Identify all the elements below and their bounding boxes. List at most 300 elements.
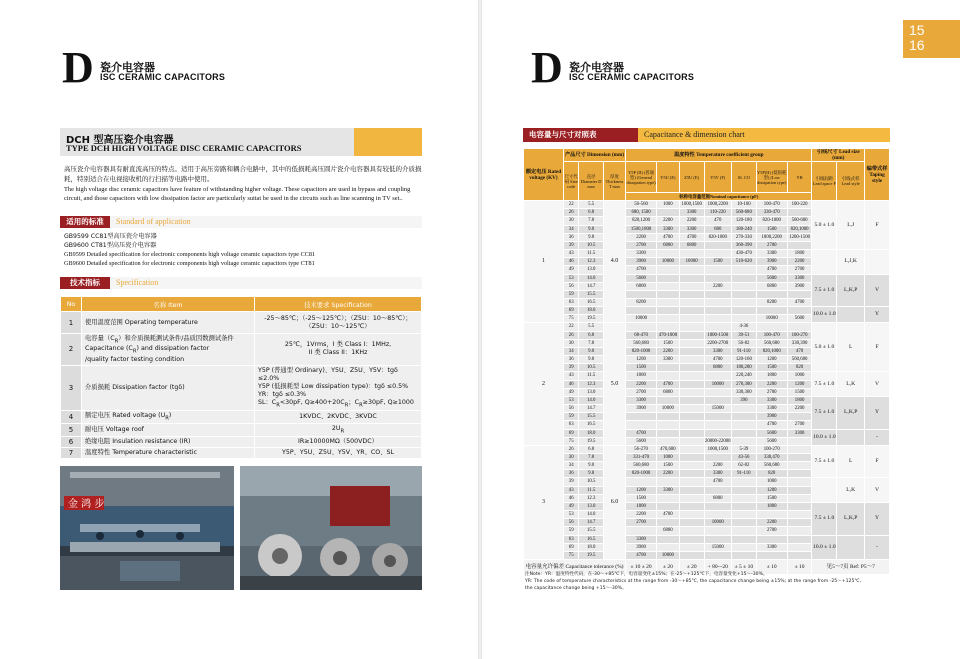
cap-row: [524, 250, 890, 258]
diameter-cell: 5.5: [579, 201, 603, 209]
diameter-cell: 5.5: [579, 323, 603, 331]
capacitance-cell: [679, 551, 704, 559]
capacitance-cell: [704, 323, 731, 331]
h-rated: 额定电压 Rated voltage (KV): [524, 149, 564, 201]
capacitance-cell: [657, 209, 680, 217]
capacitance-cell: 1000,1500: [704, 445, 731, 453]
capacitance-cell: 820-1000: [626, 470, 657, 478]
subscript: R: [276, 401, 280, 408]
cap-row: [524, 429, 890, 437]
capacitance-cell: [787, 462, 812, 470]
capacitance-cell: 1200-1500: [789, 234, 810, 240]
capacitance-cell: 1500: [626, 494, 657, 502]
diameter-cell: 12.3: [579, 258, 603, 266]
diameter-cell: 9.0: [579, 225, 603, 233]
capacitance-cell: [731, 429, 756, 437]
capacitance-cell: [679, 445, 704, 453]
right-header-cn: 瓷介电容器: [569, 61, 624, 74]
spec-value: 1KVDC、2KVDC、3KVDC: [255, 410, 422, 423]
capacitance-cell: [731, 535, 756, 543]
lead-style-cell: L,J,K: [837, 250, 865, 274]
cap-row: [524, 307, 890, 315]
diameter-cell: 9.8: [579, 356, 603, 364]
capacitance-cell: 4700: [679, 233, 704, 241]
capacitance-cell: [704, 307, 731, 315]
capacitance-cell: [657, 429, 680, 437]
capacitance-cell: 2700: [787, 421, 812, 429]
capacitance-cell: [704, 315, 731, 323]
capacitance-cell: [657, 364, 680, 372]
spec-no: 7: [61, 448, 82, 459]
capacitance-cell: [657, 250, 680, 258]
capacitance-cell: 2700: [756, 241, 787, 249]
tol-sl: ± 5 ± 10: [731, 560, 756, 575]
h-style: 引线式样 Lead style: [837, 162, 865, 201]
tol-y5u: ± 20: [657, 560, 680, 575]
standard-line: GB9599 Detailed specification for electronic components high voltage ceramic capacitors type CC81: [64, 251, 316, 258]
capacitance-cell: 820,1200: [626, 217, 657, 225]
capacitance-cell: 4700: [756, 421, 787, 429]
capacitance-cell: [657, 421, 680, 429]
capacitance-cell: [626, 307, 657, 315]
capacitance-cell: [679, 356, 704, 364]
product-title-en: TYPE DCH HIGH VOLTAGE DISC CERAMIC CAPACITORS: [66, 143, 302, 153]
capacitance-cell: [704, 551, 731, 559]
capacitance-cell: [657, 437, 680, 445]
capacitance-cell: 3300: [704, 347, 731, 355]
capacitance-cell: [679, 405, 704, 413]
capacitance-cell: [704, 290, 731, 298]
subscript: R: [165, 415, 169, 421]
size-code-cell: 39: [563, 364, 579, 372]
spec-no: 4: [61, 410, 82, 423]
tol-ref: 见5～7页 Ref: P5～7: [812, 560, 890, 575]
spec-no: 1: [61, 312, 82, 334]
diameter-cell: 6.8: [579, 209, 603, 217]
capacitance-cell: 1500: [657, 339, 680, 347]
capacitance-cell: [704, 486, 731, 494]
capacitance-cell: 1800: [756, 502, 787, 510]
note-line: the capacitance change being +15～-30%。: [525, 586, 627, 592]
capacitance-cell: 56-82: [731, 339, 756, 347]
capacitance-cell: [787, 527, 812, 535]
h-z5u: Z5U (E): [679, 162, 704, 193]
left-header-en: ISC CERAMIC CAPACITORS: [100, 72, 226, 82]
cap-row: [524, 535, 890, 543]
capacitance-cell: 330-470: [756, 209, 787, 217]
capacitance-cell: 5-39: [731, 445, 756, 453]
diameter-cell: 7.8: [579, 339, 603, 347]
capacitance-cell: [731, 405, 756, 413]
thickness-cell: 4.0: [603, 201, 625, 323]
capacitance-cell: [704, 241, 731, 249]
size-code-cell: 69: [563, 307, 579, 315]
capacitance-cell: [731, 413, 756, 421]
table-notes: [525, 571, 890, 593]
capacitance-cell: 6800: [657, 527, 680, 535]
capacitance-cell: 2200: [626, 380, 657, 388]
capacitance-cell: 1000: [657, 453, 680, 461]
capacitance-cell: 3300: [679, 225, 704, 233]
capacitance-cell: [679, 307, 704, 315]
capacitance-cell: [731, 527, 756, 535]
size-code-cell: 36: [563, 470, 579, 478]
spec-item: [82, 334, 255, 366]
capacitance-cell: [679, 347, 704, 355]
lead-style-cell: [837, 429, 865, 445]
capacitance-cell: [704, 453, 731, 461]
capacitance-cell: 100-470: [756, 331, 787, 339]
standards-heading-en: Standard of application: [110, 216, 422, 228]
cap-row: [524, 502, 890, 510]
spec-heading: [60, 277, 422, 289]
capacitance-cell: 560,680: [626, 339, 657, 347]
spec-item: 温度特性 Temperature characteristic: [82, 448, 255, 459]
lead-tape-cell: F: [865, 323, 890, 372]
size-code-cell: 49: [563, 388, 579, 396]
capacitance-cell: 390: [731, 396, 756, 404]
spec-item-line: [85, 345, 251, 355]
chart-heading-en: Capacitance & dimension chart: [638, 128, 890, 142]
size-code-cell: 53: [563, 511, 579, 519]
capacitance-cell: 820,1000: [787, 225, 812, 233]
capacitance-cell: [679, 502, 704, 510]
capacitance-cell: 15000: [704, 543, 731, 551]
capacitance-cell: 270-330: [731, 233, 756, 241]
capacitance-cell: 5600: [756, 437, 787, 445]
rated-voltage-cell: 2: [524, 323, 564, 445]
capacitance-cell: [679, 413, 704, 421]
capacitance-cell: 1500: [626, 364, 657, 372]
page-number-left: 15: [909, 22, 925, 38]
size-code-cell: 56: [563, 405, 579, 413]
capacitance-cell: [731, 274, 756, 282]
size-code-cell: 43: [563, 372, 579, 380]
capacitance-cell: 470-1000: [657, 331, 680, 339]
spec-value: [255, 334, 422, 366]
capacitance-cell: 1000,1500: [679, 201, 704, 209]
capacitance-cell: 3900: [626, 543, 657, 551]
product-title-box: [60, 128, 422, 156]
diameter-cell: 14.0: [579, 274, 603, 282]
capacitance-cell: [731, 543, 756, 551]
capacitance-cell: 5600: [626, 437, 657, 445]
cap-header-row: [524, 162, 890, 193]
lead-tape-cell: [865, 250, 890, 274]
spec-value: Y5P、Y5U、Z5U、Y5V、YR、CO、SL: [255, 448, 422, 459]
capacitance-cell: 2700: [626, 241, 657, 249]
spec-value: IR≥10000MΩ（500VDC）: [255, 437, 422, 448]
capacitance-cell: 6800: [657, 388, 680, 396]
capacitance-cell: [731, 290, 756, 298]
spec-row: [61, 448, 422, 459]
capacitance-table: [523, 148, 890, 575]
cap-row: [524, 445, 890, 453]
capacitance-cell: 120-160: [731, 356, 756, 364]
capacitance-cell: [626, 290, 657, 298]
capacitance-cell: 4700: [657, 511, 680, 519]
size-code-cell: 46: [563, 258, 579, 266]
diameter-cell: 10.5: [579, 241, 603, 249]
capacitance-cell: [679, 429, 704, 437]
capacitance-cell: 1800,2200: [756, 233, 787, 241]
capacitance-cell: 1800: [626, 372, 657, 380]
note-line: YR: The code of temperature characteristics at the range from -30～+85℃, the capacitance change being ±15%; at the range from -25～+125℃,: [525, 579, 861, 585]
capacitance-cell: [657, 299, 680, 307]
size-code-cell: 39: [563, 478, 579, 486]
lead-space-cell: [812, 478, 837, 502]
spec-item: [82, 312, 255, 334]
size-code-cell: 46: [563, 494, 579, 502]
capacitance-cell: 3300: [756, 396, 787, 404]
h-y5u: Y5U (E): [657, 162, 680, 193]
spec-value-text: ≥30pF, Q≥1000: [362, 398, 414, 406]
diameter-cell: 14.7: [579, 519, 603, 527]
spec-value-line: -25～85℃；（-25～125℃）；（Z5U：10～85℃）；: [264, 314, 412, 322]
capacitance-cell: 2200: [756, 519, 787, 527]
size-code-cell: 43: [563, 486, 579, 494]
capacitance-cell: 330,360: [731, 388, 756, 396]
capacitance-cell: 3300: [657, 486, 680, 494]
spec-item: 介质损耗 Dissipation factor (tgδ): [82, 365, 255, 410]
size-code-cell: 36: [563, 233, 579, 241]
diameter-cell: 14.7: [579, 282, 603, 290]
capacitance-cell: [657, 372, 680, 380]
diameter-cell: 15.5: [579, 290, 603, 298]
size-code-cell: 26: [563, 331, 579, 339]
diameter-cell: 18.0: [579, 543, 603, 551]
size-code-cell: 56: [563, 282, 579, 290]
spec-value-line: 25℃，1Vrms，I 类 Class I：1MHz,: [284, 341, 392, 349]
capacitance-cell: [679, 290, 704, 298]
lead-tape-cell: F: [865, 445, 890, 478]
capacitance-cell: [679, 339, 704, 347]
capacitance-cell: [731, 551, 756, 559]
capacitance-cell: [679, 250, 704, 258]
spec-no: 6: [61, 437, 82, 448]
capacitance-cell: 2200: [657, 347, 680, 355]
capacitance-cell: [657, 323, 680, 331]
capacitance-cell: 6800: [704, 494, 731, 502]
capacitance-cell: 560-680: [731, 209, 756, 217]
spec-row: [61, 312, 422, 334]
capacitance-cell: 1500: [756, 494, 787, 502]
capacitance-cell: 4700: [704, 356, 731, 364]
size-code-cell: 59: [563, 527, 579, 535]
lead-tape-cell: -: [865, 429, 890, 445]
size-code-cell: 59: [563, 413, 579, 421]
capacitance-cell: [787, 486, 812, 494]
capacitance-cell: [657, 502, 680, 510]
capacitance-cell: [657, 290, 680, 298]
capacitance-cell: 330,390: [787, 339, 812, 347]
size-code-cell: 49: [563, 266, 579, 274]
spec-col-item: 名称 Item: [82, 297, 255, 312]
capacitance-cell: 5600: [626, 274, 657, 282]
capacitance-cell: 680, 1500: [626, 209, 657, 217]
capacitance-cell: 3300: [657, 356, 680, 364]
lead-space-cell: 7.5 ± 1.0: [812, 445, 837, 478]
rated-voltage-cell: 1: [524, 201, 564, 323]
capacitance-cell: 220,240: [731, 372, 756, 380]
capacitance-cell: [679, 543, 704, 551]
spec-row: [61, 437, 422, 448]
capacitance-cell: 6800: [704, 364, 731, 372]
size-code-cell: 63: [563, 299, 579, 307]
spec-col-value: 技术要求 Specification: [255, 297, 422, 312]
size-code-cell: 56: [563, 519, 579, 527]
capacitance-cell: 1500: [756, 225, 787, 233]
spec-value-line: Y5P (普通型 Ordinary)、Y5U、Z5U、Y5V：tgδ ≤2.0%: [258, 366, 398, 382]
capacitance-cell: 2700: [626, 388, 657, 396]
capacitance-cell: [787, 494, 812, 502]
spec-no: 5: [61, 424, 82, 437]
size-code-cell: 26: [563, 209, 579, 217]
capacitance-cell: [657, 315, 680, 323]
capacitance-cell: 10000: [756, 315, 787, 323]
capacitance-cell: 20000-22000: [704, 438, 731, 444]
lead-space-cell: 7.5 ± 1.0: [812, 372, 837, 396]
capacitance-cell: 510-620: [731, 258, 756, 266]
capacitance-cell: [657, 282, 680, 290]
intro-en: The high voltage disc ceramic capacitors have feature of withstanding higher voltage. These capacitors are used in bypass and coupling circuit, and those capacitors with low dissipation factor are particularly suitat be used in the circuits such as line scanning in TV set..: [64, 186, 411, 202]
capacitance-cell: 39-51: [731, 331, 756, 339]
capacitance-cell: [704, 527, 731, 535]
intro-cn: 高压瓷介电容器具有耐直流高压的特点。适用于高压旁路和耦合电路中，其中的低损耗高压圆片瓷介电容器具有较低的介质损耗，特别适合在电视接收机的行扫描等电路中使用。: [64, 165, 422, 183]
capacitance-cell: 330,470: [756, 453, 787, 461]
capacitance-cell: [756, 511, 787, 519]
capacitance-cell: 1500: [756, 364, 787, 372]
size-code-cell: 26: [563, 445, 579, 453]
diameter-cell: 13.0: [579, 388, 603, 396]
capacitance-cell: 1000: [657, 201, 680, 209]
capacitance-cell: 3300: [626, 250, 657, 258]
capacitance-cell: [679, 331, 704, 339]
capacitance-cell: 2700: [756, 388, 787, 396]
capacitance-cell: [787, 551, 812, 559]
lead-style-cell: L,K,P: [837, 274, 865, 307]
diameter-cell: 12.3: [579, 494, 603, 502]
diameter-cell: 11.5: [579, 372, 603, 380]
capacitance-cell: 3300: [679, 209, 704, 217]
capacitance-cell: 56-560: [626, 201, 657, 209]
capacitance-cell: [626, 478, 657, 486]
capacitance-cell: [731, 502, 756, 510]
capacitance-cell: 820: [756, 470, 787, 478]
diameter-cell: 11.5: [579, 486, 603, 494]
cap-row: [524, 478, 890, 486]
page-number-badge: [903, 20, 960, 58]
capacitance-cell: 1000-1500: [704, 331, 731, 339]
spec-value-line: [258, 399, 418, 409]
capacitance-cell: 2700: [787, 266, 812, 274]
h-nominal: 标称电容量范围Nominal capacitance (pF): [626, 193, 812, 201]
capacitance-cell: 470: [787, 347, 812, 355]
capacitance-cell: [679, 396, 704, 404]
capacitance-cell: [679, 470, 704, 478]
page-number-right: 16: [909, 37, 925, 53]
h-size: 尺寸代码 Size code: [563, 162, 579, 201]
size-code-cell: 75: [563, 437, 579, 445]
capacitance-cell: [679, 299, 704, 307]
tol-y5p2: ± 10: [756, 560, 787, 575]
capacitance-cell: 15000: [704, 405, 731, 413]
lead-tape-cell: F: [865, 201, 890, 250]
capacitance-cell: [657, 494, 680, 502]
capacitance-cell: 3300: [756, 405, 787, 413]
spec-no: 2: [61, 334, 82, 366]
capacitance-cell: [679, 380, 704, 388]
lead-style-cell: L,K: [837, 478, 865, 502]
spec-table: [60, 296, 422, 459]
size-code-cell: 22: [563, 201, 579, 209]
capacitance-cell: 2200-2700: [704, 339, 731, 347]
diameter-cell: 16.5: [579, 535, 603, 543]
chart-heading-cn: 电容量与尺寸对照表: [523, 128, 638, 142]
capacitance-cell: [731, 519, 756, 527]
lead-space-cell: 10.0 ± 1.0: [812, 307, 837, 323]
diameter-cell: 19.5: [579, 437, 603, 445]
capacitance-cell: [704, 429, 731, 437]
capacitance-cell: [787, 437, 812, 445]
diameter-cell: 18.0: [579, 429, 603, 437]
capacitance-cell: [657, 266, 680, 274]
spec-item-text: ）和介质损耗测试条件/品质因数测试条件: [118, 335, 234, 342]
capacitance-cell: 180-240: [731, 225, 756, 233]
spec-value-text: SL：C: [258, 398, 277, 406]
capacitance-cell: 6800: [756, 282, 787, 290]
size-code-cell: 53: [563, 396, 579, 404]
cap-header-row: [524, 149, 890, 162]
size-code-cell: 30: [563, 339, 579, 347]
capacitance-cell: [626, 527, 657, 535]
capacitance-cell: 1200: [787, 380, 812, 388]
thickness-cell: 5.0: [603, 323, 625, 445]
spec-value-text: 2U: [331, 425, 341, 432]
capacitance-cell: 1200: [756, 356, 787, 364]
tol-label: 电容量允许偏差 Capacitance tolerance (%): [524, 560, 626, 575]
capacitance-cell: [756, 290, 787, 298]
spec-row: [61, 334, 422, 366]
capacitance-cell: [657, 519, 680, 527]
capacitance-cell: 1800: [787, 396, 812, 404]
chart-heading: [523, 128, 890, 142]
capacitance-cell: [657, 543, 680, 551]
h-dim: 产品尺寸 Dimension (mm): [563, 149, 625, 162]
diameter-cell: 14.7: [579, 405, 603, 413]
diameter-cell: 13.0: [579, 502, 603, 510]
right-header-letter: D: [531, 43, 563, 92]
spec-item-text: 使用温度范围 Operating temperature: [85, 318, 198, 326]
capacitance-cell: 3300: [626, 535, 657, 543]
h-temp: 温度特性 Temperature coefficient group: [626, 149, 812, 162]
capacitance-cell: [704, 535, 731, 543]
spec-item-text: Capacitance (C: [85, 345, 133, 353]
capacitance-cell: 6800: [657, 241, 680, 249]
lead-tape-cell: V: [865, 274, 890, 307]
capacitance-cell: 6800: [626, 282, 657, 290]
capacitance-cell: 91-110: [731, 347, 756, 355]
size-code-cell: 34: [563, 225, 579, 233]
capacitance-cell: 430-470: [731, 250, 756, 258]
cap-body: [524, 201, 890, 560]
capacitance-cell: [787, 502, 812, 510]
h-thk: 厚度 Thickness T max: [603, 162, 625, 201]
capacitance-cell: 470,680: [657, 445, 680, 453]
lead-style-cell: L: [837, 323, 865, 372]
capacitance-cell: 100-270: [787, 331, 812, 339]
lead-tape-cell: Y: [865, 396, 890, 429]
